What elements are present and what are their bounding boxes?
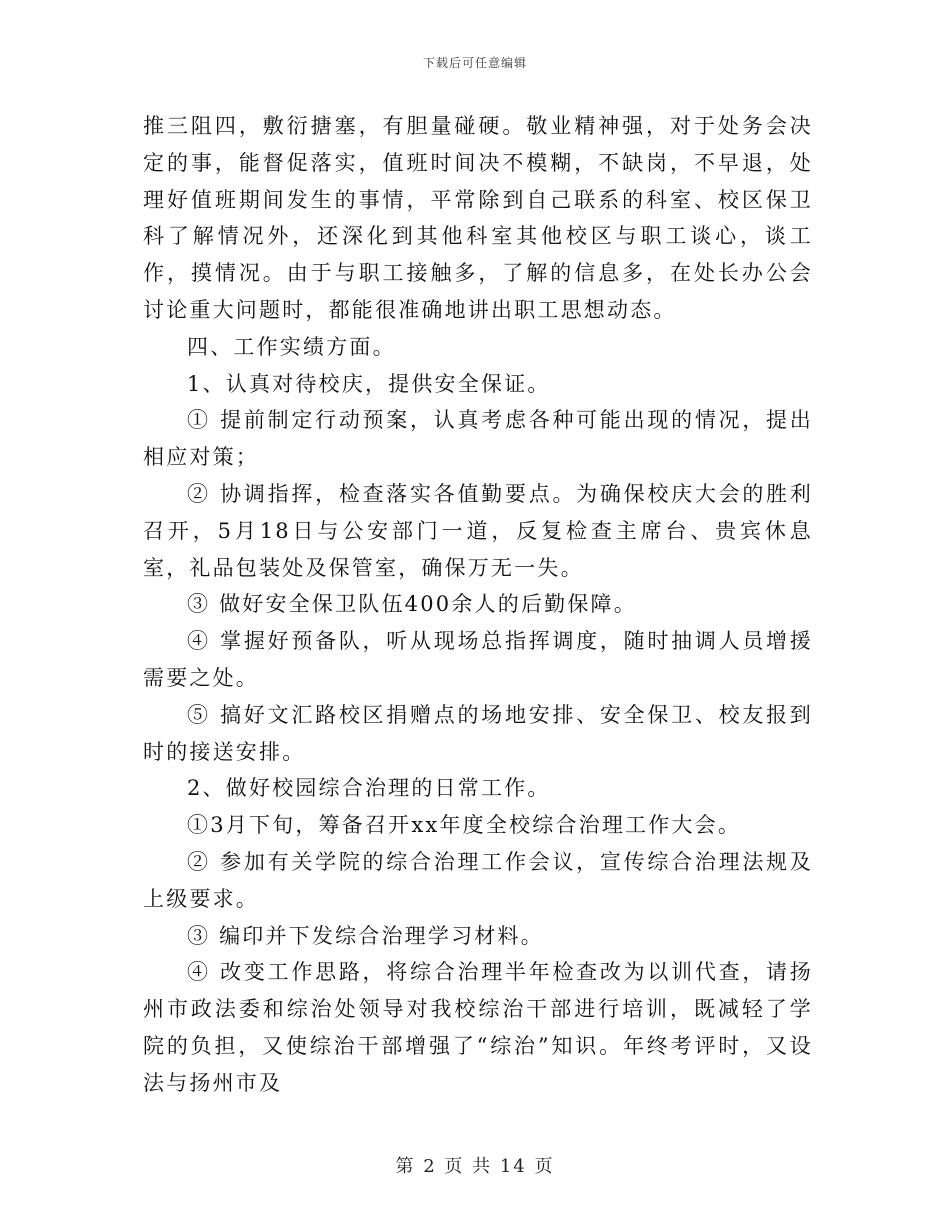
- page-number: 第 2 页 共 14 页: [395, 1156, 555, 1177]
- list-item: ④ 掌握好预备队，听从现场总指挥调度，随时抽调人员增援需要之处。: [143, 629, 813, 690]
- list-item: ③ 编印并下发综合治理学习材料。: [187, 923, 544, 948]
- subsection-heading: 1、认真对待校庆，提供安全保证。: [187, 371, 551, 396]
- list-item: ①3月下旬，筹备召开xx年度全校综合治理工作大会。: [187, 813, 742, 838]
- subsection-heading: 2、做好校园综合治理的日常工作。: [187, 776, 551, 801]
- list-item: ② 协调指挥，检查落实各值勤要点。为确保校庆大会的胜利召开，5月18日与公安部门一道，反复检查主席台、贵宾休息室，礼品包装处及保管室，确保万无一失。: [143, 481, 813, 580]
- paragraph: 推三阻四，敷衍搪塞，有胆量碰硬。敬业精神强，对于处务会决定的事，能督促落实，值班时间决不模糊，不缺岗，不早退，处理好值班期间发生的事情，平常除到自己联系的科室、校区保卫科了解情况外，还深化到其他科室其他校区与职工谈心，谈工作，摸情况。由于与职工接触多，了解的信息多，在处长办公会讨论重大问题时，都能很准确地讲出职工思想动态。: [143, 114, 813, 322]
- list-item: ① 提前制定行动预案，认真考虑各种可能出现的情况，提出相应对策；: [143, 408, 813, 470]
- page-header-note: 下载后可任意编辑: [422, 56, 527, 70]
- section-heading: 四、工作实绩方面。: [187, 334, 396, 359]
- list-item: ④ 改变工作思路，将综合治理半年检查改为以训代查，请扬州市政法委和综治处领导对我校综治干部进行培训，既减轻了学院的负担，又使综治干部增强了“综治”知识。年终考评时，又设法与扬州市及: [143, 960, 813, 1095]
- list-item: ③ 做好安全保卫队伍400余人的后勤保障。: [187, 592, 637, 617]
- document-body: [143, 108, 813, 1102]
- list-item: ② 参加有关学院的综合治理工作会议，宣传综合治理法规及上级要求。: [143, 849, 813, 911]
- list-item: ⑤ 搞好文汇路校区捐赠点的场地安排、安全保卫、校友报到时的接送安排。: [143, 702, 813, 764]
